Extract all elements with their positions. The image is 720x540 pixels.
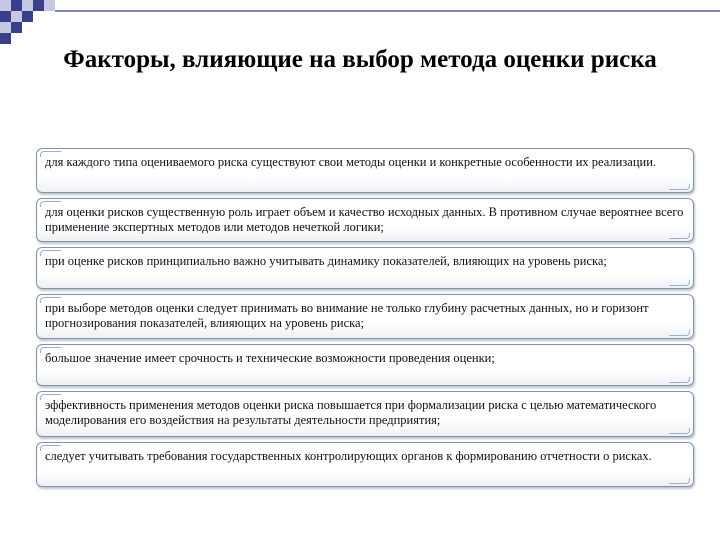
factor-item: следует учитывать требования государственных контролирующих органов к формированию отчетности о рисках.: [36, 442, 694, 487]
factor-item: эффективность применения методов оценки риска повышается при формализации риска с целью математического моделирования его воздействия на результаты деятельности предприятия;: [36, 391, 694, 437]
factor-item: при выборе методов оценки следует принимать во внимание не только глубину расчетных данных, но и горизонт прогнозирования показателей, влияющих на уровень риска;: [36, 294, 694, 339]
deco-square-dark: [11, 0, 22, 11]
factor-item: большое значение имеет срочность и технические возможности проведения оценки;: [36, 344, 694, 386]
factors-list: [36, 148, 694, 492]
deco-square-dark: [0, 33, 11, 44]
deco-square-dark: [11, 22, 22, 33]
deco-square-light: [22, 0, 33, 11]
deco-square-dark: [33, 0, 44, 11]
deco-square-light: [44, 0, 55, 11]
factor-item: для оценки рисков существенную роль играет объем и качество исходных данных. В противном случае вероятнее всего применение экспертных методов или методов нечеткой логики;: [36, 198, 694, 242]
factor-item: для каждого типа оцениваемого риска существуют свои методы оценки и конкретные особенности их реализации.: [36, 148, 694, 193]
deco-square-light: [0, 22, 11, 33]
deco-square-light: [11, 11, 22, 22]
deco-square-dark: [0, 11, 11, 22]
deco-square-light: [0, 0, 11, 11]
factor-item: при оценке рисков принципиально важно учитывать динамику показателей, влияющих на уровень риска;: [36, 247, 694, 289]
deco-square-dark: [22, 11, 33, 22]
slide-title: Факторы, влияющие на выбор метода оценки риска: [63, 46, 657, 73]
